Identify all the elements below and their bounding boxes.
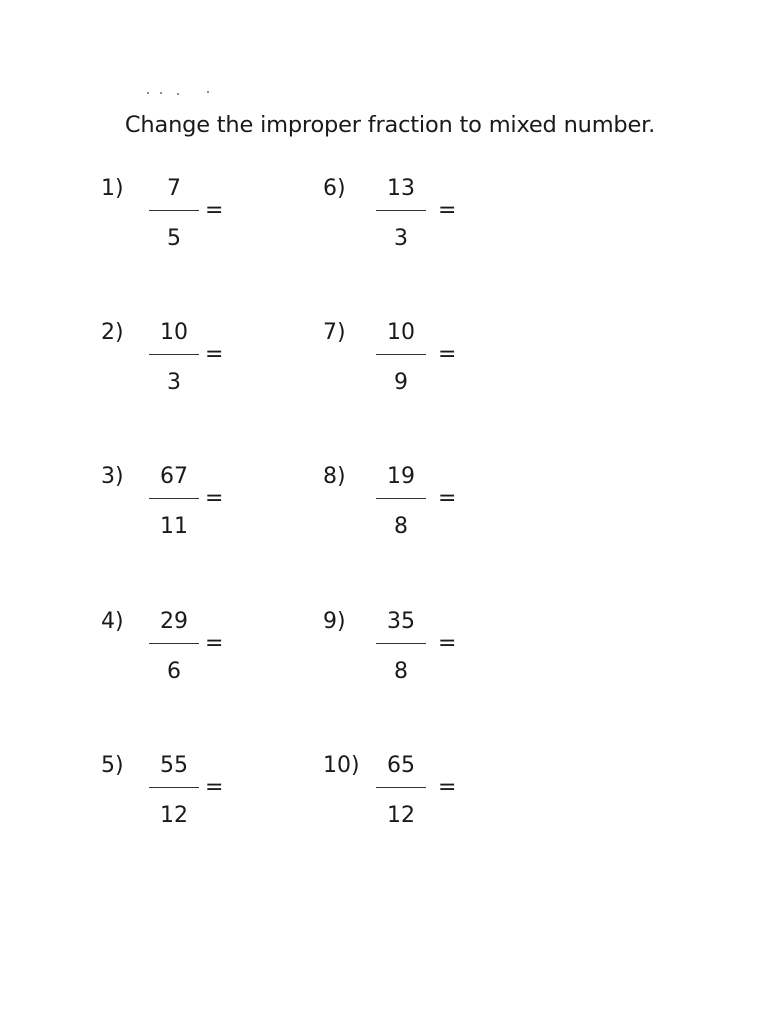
fraction (149, 608, 199, 688)
fraction (376, 752, 426, 832)
fraction-bar (149, 354, 199, 355)
fraction-bar (376, 354, 426, 355)
equals-sign: = (205, 198, 224, 223)
fraction (149, 752, 199, 832)
denominator: 9 (394, 370, 408, 395)
denominator: 12 (387, 803, 415, 828)
numerator: 29 (160, 609, 188, 634)
fraction-bar (376, 787, 426, 788)
fraction-bar (149, 787, 199, 788)
worksheet-title: Change the improper fraction to mixed number. (124, 112, 656, 138)
numerator: 10 (160, 320, 188, 345)
speck (160, 92, 162, 94)
problem-8 (323, 463, 523, 563)
numerator: 7 (167, 176, 181, 201)
equals-sign: = (205, 342, 224, 367)
fraction (376, 608, 426, 688)
numerator: 13 (387, 176, 415, 201)
problem-5 (101, 752, 301, 852)
fraction (376, 175, 426, 255)
denominator: 6 (167, 659, 181, 684)
fraction-bar (149, 498, 199, 499)
problem-number: 1) (101, 176, 124, 201)
fraction (376, 319, 426, 399)
fraction (149, 463, 199, 543)
problem-2 (101, 319, 301, 419)
problem-number: 8) (323, 464, 346, 489)
equals-sign: = (438, 198, 457, 223)
equals-sign: = (205, 631, 224, 656)
fraction-bar (376, 498, 426, 499)
denominator: 3 (394, 226, 408, 251)
problem-number: 7) (323, 320, 346, 345)
problem-number: 4) (101, 609, 124, 634)
problem-number: 10) (323, 753, 360, 778)
problem-number: 6) (323, 176, 346, 201)
fraction-bar (149, 643, 199, 644)
denominator: 8 (394, 514, 408, 539)
speck (177, 93, 179, 95)
problem-10 (323, 752, 523, 852)
problem-6 (323, 175, 523, 275)
equals-sign: = (438, 775, 457, 800)
numerator: 65 (387, 753, 415, 778)
numerator: 55 (160, 753, 188, 778)
equals-sign: = (438, 342, 457, 367)
problem-number: 5) (101, 753, 124, 778)
fraction (149, 319, 199, 399)
numerator: 10 (387, 320, 415, 345)
denominator: 12 (160, 803, 188, 828)
numerator: 67 (160, 464, 188, 489)
problem-9 (323, 608, 523, 708)
problem-3 (101, 463, 301, 563)
problem-number: 2) (101, 320, 124, 345)
equals-sign: = (205, 486, 224, 511)
fraction-bar (376, 643, 426, 644)
speck (147, 92, 149, 94)
equals-sign: = (438, 631, 457, 656)
problem-7 (323, 319, 523, 419)
speck (207, 91, 209, 93)
denominator: 5 (167, 226, 181, 251)
problem-4 (101, 608, 301, 708)
print-specks (147, 89, 217, 95)
fraction (376, 463, 426, 543)
problem-number: 9) (323, 609, 346, 634)
fraction-bar (149, 210, 199, 211)
numerator: 35 (387, 609, 415, 634)
denominator: 8 (394, 659, 408, 684)
denominator: 3 (167, 370, 181, 395)
problem-number: 3) (101, 464, 124, 489)
numerator: 19 (387, 464, 415, 489)
denominator: 11 (160, 514, 188, 539)
problem-1 (101, 175, 301, 275)
equals-sign: = (438, 486, 457, 511)
equals-sign: = (205, 775, 224, 800)
fraction (149, 175, 199, 255)
fraction-bar (376, 210, 426, 211)
